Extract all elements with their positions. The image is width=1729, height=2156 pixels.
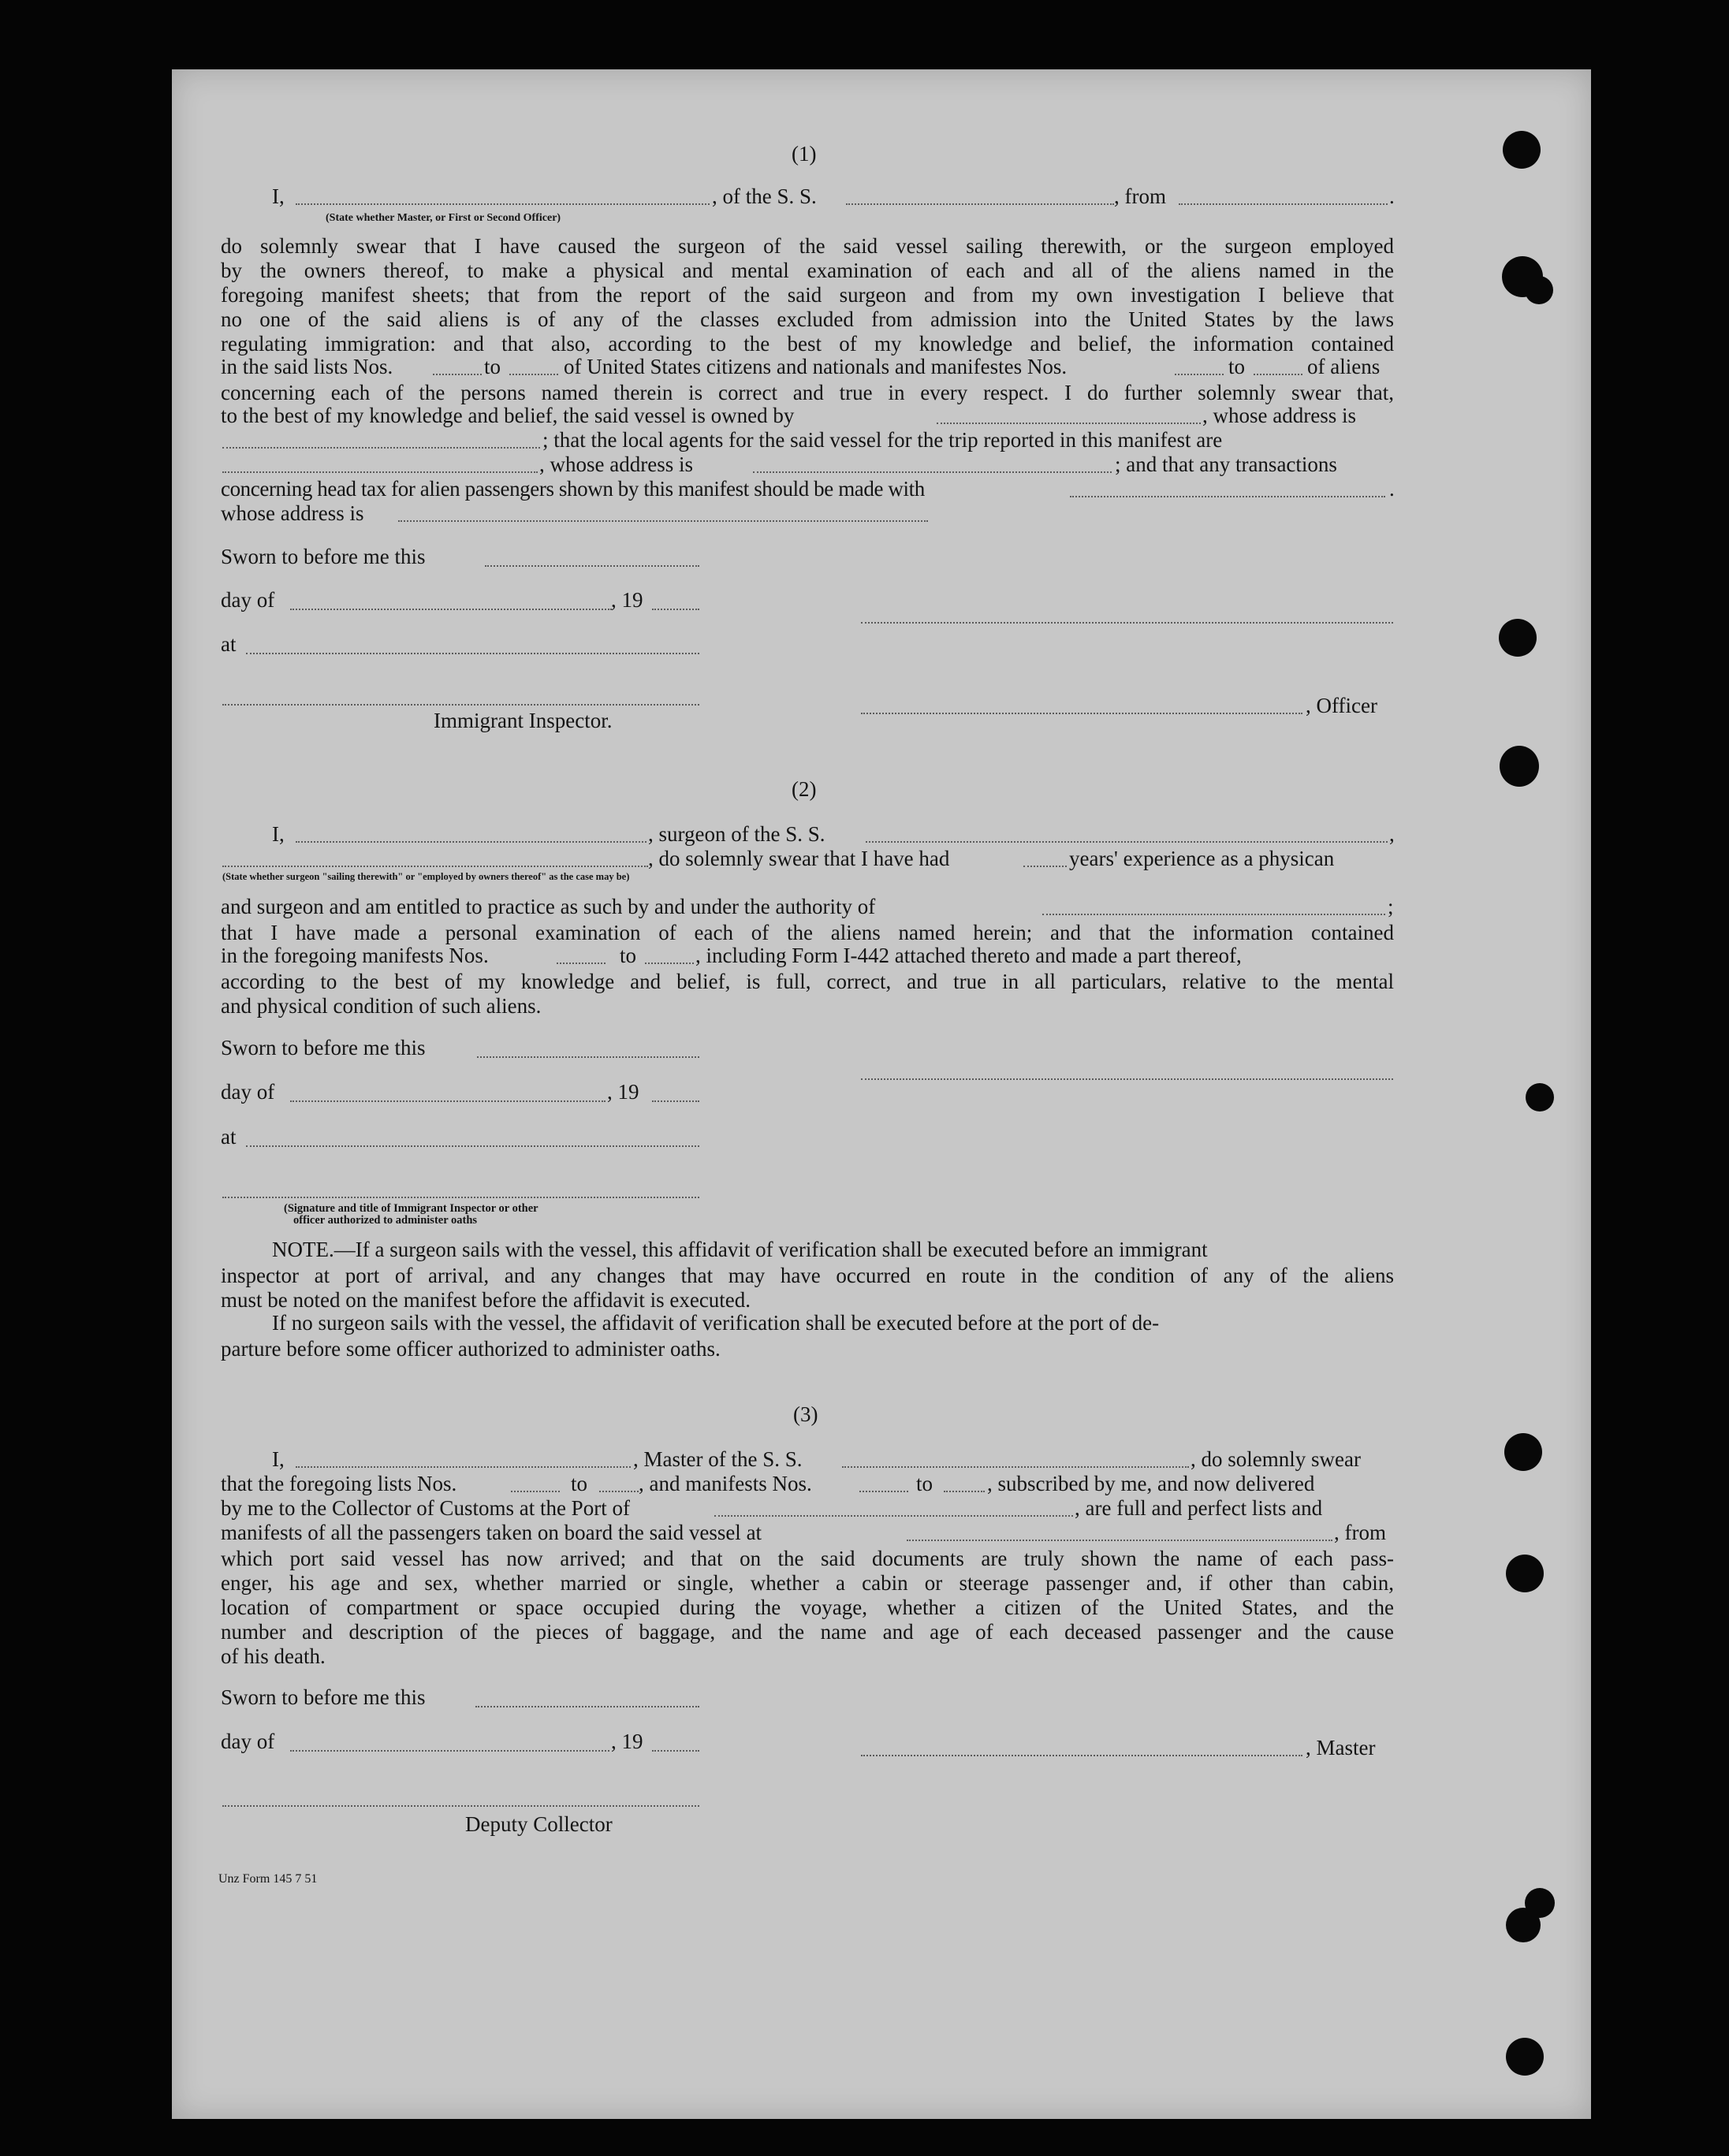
s3-year-prefix: , 19 (611, 1730, 643, 1753)
s3-lists-label: that the foregoing lists Nos. (221, 1472, 457, 1495)
s2-at-label: at (221, 1125, 237, 1149)
s2-years-field[interactable] (1023, 866, 1067, 867)
s1-period: . (1389, 184, 1395, 208)
s1-agents-field[interactable] (222, 471, 538, 473)
s2-note-line-4: If no surgeon sails with the vessel, the affidavit of verification shall be executed before at the port of de- (272, 1311, 1160, 1335)
s1-lists-to-field[interactable] (509, 374, 558, 375)
s1-month-field[interactable] (290, 609, 612, 610)
s1-at-label: at (221, 632, 237, 656)
s3-lists-from-field[interactable] (511, 1491, 560, 1492)
s1-at-field[interactable] (246, 653, 699, 654)
s3-passengers-label: manifests of all the passengers taken on board the said vessel at (221, 1521, 762, 1544)
s3-day-of-label: day of (221, 1730, 275, 1753)
s1-from-label: , from (1114, 184, 1166, 208)
section-1-number: (1) (792, 142, 817, 166)
s3-month-field[interactable] (290, 1750, 609, 1752)
s1-headtax-field[interactable] (1070, 496, 1385, 497)
s1-agents-label: ; that the local agents for the said vessel for the trip reported in this manifest are (542, 428, 1223, 452)
s1-manifests-to-field[interactable] (1254, 374, 1302, 375)
s1-officer-note: (State whether Master, or First or Second Officer) (326, 212, 561, 224)
s1-line-3: foregoing manifest sheets; that from the report of the said surgeon and from my own investigation I believe that (221, 283, 1394, 307)
binder-hole-icon (1506, 2038, 1544, 2076)
s2-at-field[interactable] (246, 1145, 699, 1147)
s3-sworn-label: Sworn to before me this (221, 1685, 426, 1709)
s3-vessel-field[interactable] (842, 1466, 1189, 1468)
s2-comma: , (1389, 822, 1395, 846)
s2-sworn-date-field[interactable] (477, 1056, 699, 1058)
s1-aliens-label: of aliens (1307, 355, 1381, 378)
binder-hole-icon (1499, 619, 1537, 657)
s3-line-4: which port said vessel has now arrived; and that on the said documents are truly shown the name of each pass- (221, 1547, 1394, 1570)
s2-manifests-label: in the foregoing manifests Nos. (221, 944, 489, 967)
s1-year-prefix: , 19 (611, 588, 643, 612)
s1-day-of-label: day of (221, 588, 275, 612)
s1-to-label-2: to (1228, 355, 1246, 378)
s1-transactions-label: ; and that any transactions (1115, 452, 1337, 476)
s1-year-field[interactable] (652, 609, 699, 610)
s1-to-label: to (484, 355, 501, 378)
s2-note-line-2: inspector at port of arrival, and any changes that may have occurred en route in the condition of any of the aliens (221, 1264, 1394, 1287)
s2-sworn-label: Sworn to before me this (221, 1036, 426, 1059)
s2-manifests-from-field[interactable] (557, 963, 606, 964)
s1-period-2: . (1389, 477, 1395, 501)
s2-year-field[interactable] (652, 1100, 699, 1102)
s3-collector-signature-field[interactable] (222, 1805, 699, 1807)
s1-sworn-date-field[interactable] (485, 565, 699, 567)
s1-headtax-address-field[interactable] (398, 520, 928, 522)
s3-line-5: enger, his age and sex, whether married or single, whether a cabin or steerage passenger and, if other than cabin, (221, 1571, 1394, 1595)
binder-hole-icon (1506, 1908, 1541, 1942)
s1-agent-address-label: , whose address is (539, 452, 693, 476)
s1-line-1: do solemnly swear that I have caused the surgeon of the said vessel sailing therewith, or the surgeon employed (221, 234, 1394, 258)
s2-swear-label: , do solemnly swear that I have had (648, 847, 950, 870)
footer-form-number: Unz Form 145 7 51 (218, 1872, 318, 1886)
s3-line-8: of his death. (221, 1644, 326, 1668)
s1-owner-field[interactable] (937, 423, 1201, 424)
s3-embark-port-field[interactable] (907, 1540, 1332, 1541)
binder-hole-icon (1525, 276, 1553, 304)
s2-surgeon-note: (State whether surgeon "sailing therewith" or "employed by owners thereof" as the case may be) (222, 871, 630, 882)
s3-master-label: , Master (1306, 1736, 1376, 1759)
s3-port-field[interactable] (714, 1515, 1073, 1517)
s1-inspector-signature-field[interactable] (222, 704, 699, 706)
s3-line-7: number and description of the pieces of baggage, and the name and age of each deceased passenger and the cause (221, 1620, 1394, 1644)
s2-surgeon-of-label: , surgeon of the S. S. (648, 822, 825, 846)
s1-lists-from-field[interactable] (433, 374, 482, 375)
s2-signature-note-1: (Signature and title of Immigrant Inspector or other (284, 1202, 538, 1215)
s3-sworn-date-field[interactable] (475, 1706, 699, 1707)
s3-to-label-2: to (916, 1472, 933, 1495)
s1-vessel-field[interactable] (846, 203, 1114, 205)
s3-perfect-label: , are full and perfect lists and (1075, 1496, 1323, 1520)
s2-signature-note-2: officer authorized to administer oaths (293, 1214, 478, 1227)
s1-inspector-label: Immigrant Inspector. (434, 709, 613, 732)
s1-headtax-label: concerning head tax for alien passengers shown by this manifest should be made with (221, 477, 925, 501)
s3-from-label: , from (1334, 1521, 1386, 1544)
section-3-number: (3) (793, 1402, 818, 1426)
s1-officer-label: , Officer (1306, 694, 1377, 717)
s3-name-field[interactable] (296, 1466, 631, 1468)
s1-whose-address-label: whose address is (221, 501, 364, 525)
s2-manifests-to-field[interactable] (645, 963, 694, 964)
s1-line-2: by the owners thereof, to make a physical and mental examination of each and all of the aliens named in the (221, 259, 1394, 282)
s2-authority-label: and surgeon and am entitled to practice as such by and under the authority of (221, 895, 876, 918)
s1-address-label: , whose address is (1202, 404, 1356, 427)
s3-to-label: to (571, 1472, 588, 1495)
s1-from-field[interactable] (1179, 203, 1388, 205)
s3-port-label: by me to the Collector of Customs at the Port of (221, 1496, 630, 1520)
binder-hole-icon (1506, 1555, 1544, 1592)
s2-day-of-label: day of (221, 1080, 275, 1104)
s3-year-field[interactable] (652, 1750, 699, 1752)
binder-hole-icon (1526, 1083, 1554, 1112)
s2-semicolon: ; (1388, 895, 1394, 918)
s3-master-signature-field[interactable] (861, 1755, 1302, 1756)
s1-owner-address-field[interactable] (222, 447, 540, 449)
s1-of-ss-label: , of the S. S. (712, 184, 817, 208)
s2-form-label: , including Form I-442 attached thereto and made a part thereof, (695, 944, 1242, 967)
s3-deputy-label: Deputy Collector (465, 1812, 613, 1836)
s2-note-line-5: parture before some officer authorized to administer oaths. (221, 1337, 721, 1361)
s2-note-line-3: must be noted on the manifest before the affidavit is executed. (221, 1288, 751, 1312)
s1-manifests-from-field[interactable] (1175, 374, 1224, 375)
s2-authority-field[interactable] (1042, 914, 1385, 915)
s1-name-field[interactable] (296, 203, 710, 205)
s2-experience-label: years' experience as a physican (1069, 847, 1335, 870)
s2-sailing-field[interactable] (222, 866, 648, 867)
s1-agent-address-field[interactable] (753, 471, 1112, 473)
s2-month-field[interactable] (290, 1100, 606, 1102)
s2-name-field[interactable] (296, 841, 647, 843)
s3-line-6: location of compartment or space occupied during the voyage, whether a citizen of the United States, and the (221, 1596, 1394, 1619)
s2-surgeon-signature-field[interactable] (861, 1078, 1393, 1080)
s2-line-5: and physical condition of such aliens. (221, 994, 542, 1018)
s1-officer-signature-field[interactable] (861, 622, 1393, 624)
section-2-number: (2) (792, 777, 817, 801)
s2-line-4: according to the best of my knowledge and belief, is full, correct, and true in all particulars, relative to the mental (221, 970, 1394, 993)
binder-hole-icon (1504, 1433, 1542, 1471)
s3-swear-label: , do solemnly swear (1191, 1447, 1361, 1471)
s1-lists-label: in the said lists Nos. (221, 355, 393, 378)
s1-line-7: concerning each of the persons named therein is correct and true in every respect. I do further solemnly swear that, (221, 381, 1394, 404)
s3-lists-to-field[interactable] (599, 1491, 639, 1492)
binder-hole-icon (1503, 131, 1541, 169)
s3-manifests-from-field[interactable] (859, 1491, 908, 1492)
s3-master-of-label: , Master of the S. S. (633, 1447, 803, 1471)
s1-sworn-label: Sworn to before me this (221, 545, 426, 568)
s2-officer-signature-field[interactable] (222, 1197, 699, 1198)
s2-year-prefix: , 19 (607, 1080, 639, 1104)
s2-line-2: that I have made a personal examination of each of the aliens named herein; and that the information contained (221, 921, 1394, 944)
s2-note-line-1: NOTE.—If a surgeon sails with the vessel, this affidavit of verification shall be executed before an immigrant (272, 1238, 1208, 1261)
s1-line-5: regulating immigration: and that also, according to the best of my knowledge and belief, the information contained (221, 332, 1394, 356)
s1-officer-name-field[interactable] (861, 713, 1302, 714)
s3-delivered-label: , subscribed by me, and now delivered (987, 1472, 1315, 1495)
s1-i-label: I, (272, 184, 285, 208)
s2-i-label: I, (272, 822, 285, 846)
s1-owned-label: to the best of my knowledge and belief, the said vessel is owned by (221, 404, 795, 427)
s3-manifests-label: , and manifests Nos. (639, 1472, 812, 1495)
s3-i-label: I, (272, 1447, 285, 1471)
s3-manifests-to-field[interactable] (944, 1491, 985, 1492)
s2-vessel-field[interactable] (866, 841, 1388, 843)
s2-to-label: to (620, 944, 637, 967)
s1-line-4: no one of the said aliens is of any of the classes excluded from admission into the United States by the laws (221, 307, 1394, 331)
s1-manifests-label: of United States citizens and nationals and manifestes Nos. (564, 355, 1068, 378)
binder-hole-icon (1500, 746, 1539, 787)
